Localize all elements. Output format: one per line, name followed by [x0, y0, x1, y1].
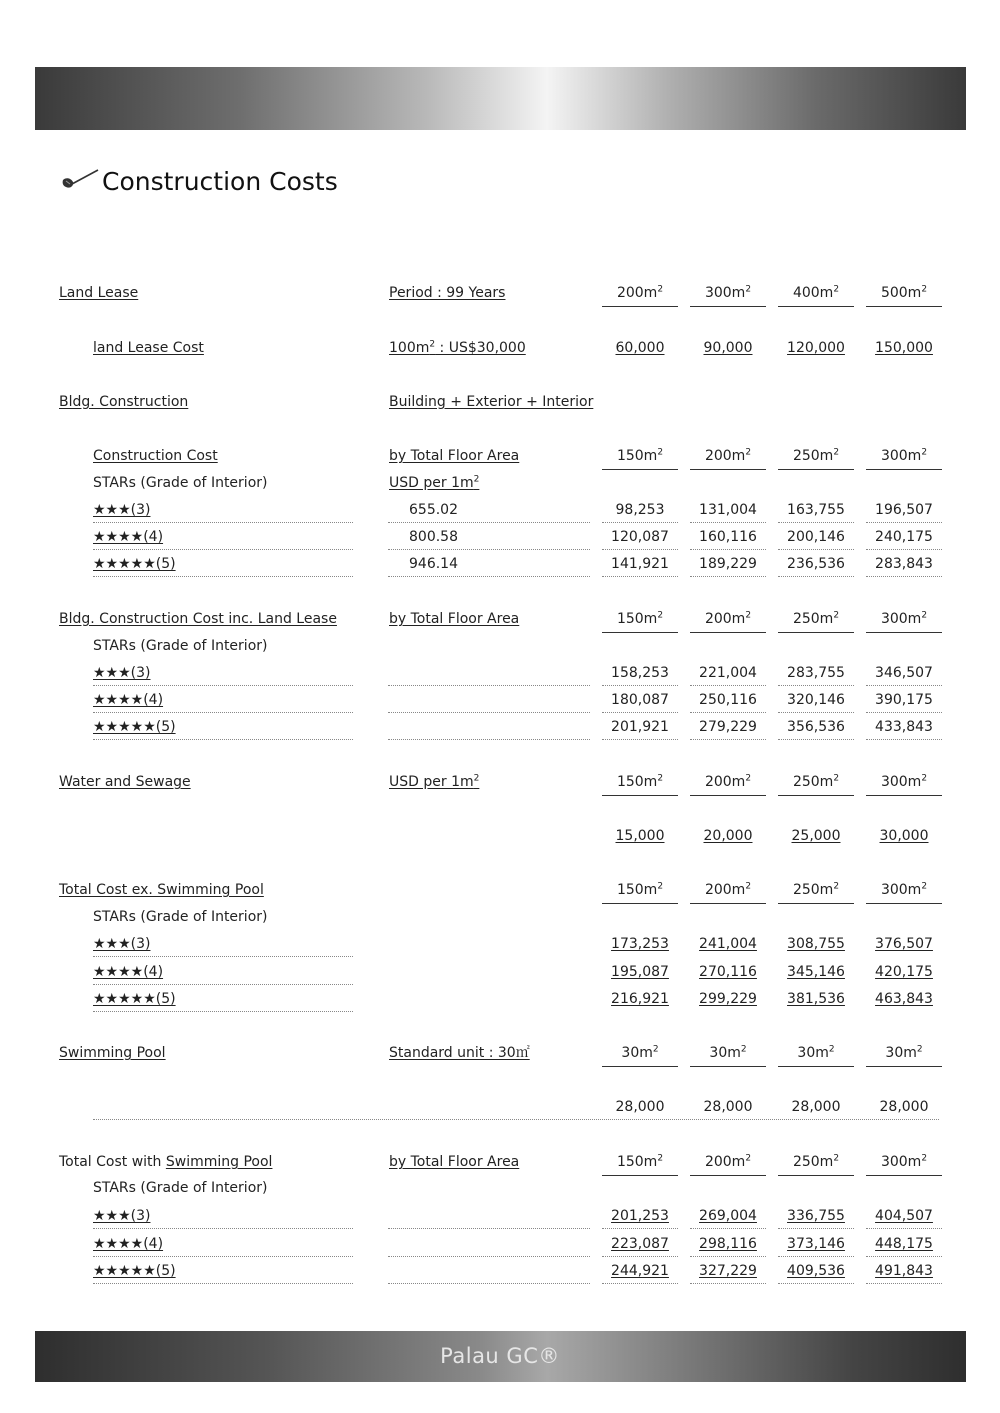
- land-lease-area-rule: [602, 306, 678, 307]
- pool-area-1: $30m^2$: [621, 1044, 659, 1061]
- construction-row-1-value-3: 163,755: [787, 502, 845, 518]
- construction-row-1-dotted-rule: [93, 522, 353, 523]
- construction-grade-3: ★★★★★(5): [93, 556, 176, 572]
- construction-by-area: by Total Floor Area: [389, 448, 520, 464]
- construction-rate-3: 946.14: [409, 556, 458, 572]
- total-with-pool-row-2-value-1: 223,087: [611, 1236, 669, 1252]
- construction-unit-label: USD per $1m^2$: [389, 474, 480, 491]
- bldg-lease-row-3-dotted-rule-4: [866, 739, 942, 740]
- construction-area-rule: [778, 469, 854, 470]
- land-lease-area-rule: [778, 306, 854, 307]
- total-with-pool-row-1-value-3: 336,755: [787, 1208, 845, 1224]
- bldg-lease-row-1-dotted-rule-1: [602, 685, 678, 686]
- footer-brand: Palau GC®: [440, 1344, 560, 1368]
- bldg-construction-label: Bldg. Construction: [59, 394, 189, 410]
- total-ex-pool-area-1: $150m^2$: [616, 881, 664, 898]
- total-with-pool-row-2-dotted-rule-mid: [388, 1256, 590, 1257]
- bldg-lease-row-3-dotted-rule-2: [690, 739, 766, 740]
- total-ex-pool-row-3-value-2: 299,229: [699, 991, 757, 1007]
- bldg-lease-row-1-value-4: 346,507: [875, 665, 933, 681]
- bldg-lease-row-2-dotted-rule-3: [778, 712, 854, 713]
- bldg-lease-row-3-value-1: 201,921: [611, 719, 669, 735]
- water-value-1: 15,000: [615, 828, 665, 844]
- water-area-1: $150m^2$: [616, 773, 664, 790]
- total-with-pool-row-2-value-2: 298,116: [699, 1236, 757, 1252]
- total-ex-pool-row-3-dotted-rule: [93, 1011, 353, 1012]
- bldg-lease-grade-2: ★★★★(4): [93, 692, 164, 708]
- land-lease-area-1: $200m^2$: [616, 284, 664, 301]
- bldg-lease-area-rule: [778, 632, 854, 633]
- water-value-2: 20,000: [703, 828, 753, 844]
- total-with-pool-grade-3: ★★★★★(5): [93, 1263, 176, 1279]
- pool-area-4: $30m^2$: [885, 1044, 923, 1061]
- bldg-lease-row-2-dotted-rule-4: [866, 712, 942, 713]
- bldg-lease-area-4: $300m^2$: [880, 610, 928, 627]
- land-lease-rate: $100m^2$ : US$30,000: [389, 339, 526, 356]
- water-area-rule: [602, 795, 678, 796]
- construction-area-3: $250m^2$: [792, 447, 840, 464]
- total-with-pool-row-2-dotted-rule-2: [690, 1256, 766, 1257]
- total-ex-pool-row-1-value-1: 173,253: [611, 936, 669, 952]
- total-ex-pool-label: Total Cost ex. Swimming Pool: [59, 882, 264, 898]
- construction-row-2-value-4: 240,175: [875, 529, 933, 545]
- land-lease-area-rule: [866, 306, 942, 307]
- total-ex-pool-stars-label: STARs (Grade of Interior): [93, 909, 268, 925]
- water-value-4: 30,000: [879, 828, 929, 844]
- total-with-pool-row-3-dotted-rule-3: [778, 1283, 854, 1284]
- construction-rate-2: 800.58: [409, 529, 458, 545]
- land-lease-area-4: $500m^2$: [880, 284, 928, 301]
- bldg-lease-area-3: $250m^2$: [792, 610, 840, 627]
- total-ex-pool-row-1-value-2: 241,004: [699, 936, 757, 952]
- bldg-lease-row-2-value-2: 250,116: [699, 692, 757, 708]
- total-ex-pool-grade-2: ★★★★(4): [93, 964, 164, 980]
- total-with-pool-row-3-value-2: 327,229: [699, 1263, 757, 1279]
- total-with-pool-row-2-dotted-rule-4: [866, 1256, 942, 1257]
- construction-row-1-value-1: 98,253: [615, 502, 665, 518]
- total-with-pool-row-2-dotted-rule-1: [602, 1256, 678, 1257]
- construction-area-rule: [866, 469, 942, 470]
- bldg-lease-area-2: $200m^2$: [704, 610, 752, 627]
- bldg-lease-row-3-dotted-rule-3: [778, 739, 854, 740]
- construction-row-3-dotted-rule-4: [866, 576, 942, 577]
- bldg-lease-row-1-dotted-rule: [93, 685, 353, 686]
- land-lease-area-2: $300m^2$: [704, 284, 752, 301]
- pool-area-rule: [690, 1066, 766, 1067]
- pool-value-4: 28,000: [879, 1099, 929, 1115]
- bldg-lease-row-3-value-4: 433,843: [875, 719, 933, 735]
- construction-row-1-dotted-rule-4: [866, 522, 942, 523]
- total-ex-pool-row-3-value-3: 381,536: [787, 991, 845, 1007]
- bldg-lease-by-area: by Total Floor Area: [389, 611, 520, 627]
- water-unit-label: USD per $1m^2$: [389, 773, 480, 790]
- total-with-pool-row-1-dotted-rule-1: [602, 1228, 678, 1229]
- total-with-pool-row-1-dotted-rule-2: [690, 1228, 766, 1229]
- construction-row-3-dotted-rule-1: [602, 576, 678, 577]
- bldg-lease-area-rule: [602, 632, 678, 633]
- total-with-pool-row-2-value-3: 373,146: [787, 1236, 845, 1252]
- total-with-pool-row-3-dotted-rule-2: [690, 1283, 766, 1284]
- pool-value-3: 28,000: [791, 1099, 841, 1115]
- construction-grade-1: ★★★(3): [93, 502, 151, 518]
- bldg-lease-row-1-value-2: 221,004: [699, 665, 757, 681]
- total-ex-pool-area-rule: [602, 903, 678, 904]
- land-lease-value-1: 60,000: [615, 340, 665, 356]
- total-with-pool-row-1-dotted-rule-mid: [388, 1228, 590, 1229]
- construction-row-3-value-3: 236,536: [787, 556, 845, 572]
- construction-row-3-dotted-rule-mid: [388, 576, 590, 577]
- total-with-pool-row-1-dotted-rule-4: [866, 1228, 942, 1229]
- total-with-pool-row-3-dotted-rule-1: [602, 1283, 678, 1284]
- bldg-lease-area-rule: [690, 632, 766, 633]
- land-lease-period: Period : 99 Years: [389, 285, 506, 301]
- bldg-lease-row-2-value-3: 320,146: [787, 692, 845, 708]
- construction-row-3-dotted-rule: [93, 576, 353, 577]
- total-with-pool-area-rule: [778, 1175, 854, 1176]
- total-with-pool-row-2-value-4: 448,175: [875, 1236, 933, 1252]
- total-with-pool-row-2-dotted-rule: [93, 1256, 353, 1257]
- total-ex-pool-area-3: $250m^2$: [792, 881, 840, 898]
- construction-row-3-value-2: 189,229: [699, 556, 757, 572]
- construction-grade-2: ★★★★(4): [93, 529, 164, 545]
- land-lease-cost-label: land Lease Cost: [93, 340, 204, 356]
- water-area-rule: [778, 795, 854, 796]
- total-with-pool-area-rule: [690, 1175, 766, 1176]
- bldg-lease-grade-3: ★★★★★(5): [93, 719, 176, 735]
- construction-row-2-dotted-rule-1: [602, 549, 678, 550]
- construction-row-2-value-3: 200,146: [787, 529, 845, 545]
- bldg-lease-row-2-dotted-rule-2: [690, 712, 766, 713]
- total-ex-pool-area-rule: [866, 903, 942, 904]
- total-with-pool-row-3-value-3: 409,536: [787, 1263, 845, 1279]
- construction-row-2-dotted-rule-3: [778, 549, 854, 550]
- total-with-pool-area-1: $150m^2$: [616, 1153, 664, 1170]
- bldg-lease-label: Bldg. Construction Cost inc. Land Lease: [59, 611, 337, 627]
- bldg-lease-area-rule: [866, 632, 942, 633]
- total-ex-pool-row-2-dotted-rule: [93, 984, 353, 985]
- construction-row-1-value-4: 196,507: [875, 502, 933, 518]
- water-area-3: $250m^2$: [792, 773, 840, 790]
- construction-row-2-value-1: 120,087: [611, 529, 669, 545]
- land-lease-label: Land Lease: [59, 285, 139, 301]
- total-ex-pool-row-1-value-4: 376,507: [875, 936, 933, 952]
- construction-row-1-dotted-rule-1: [602, 522, 678, 523]
- pool-area-3: $30m^2$: [797, 1044, 835, 1061]
- total-ex-pool-area-2: $200m^2$: [704, 881, 752, 898]
- total-ex-pool-grade-1: ★★★(3): [93, 936, 151, 952]
- construction-row-2-dotted-rule: [93, 549, 353, 550]
- pool-unit: Standard unit : 30㎡: [389, 1045, 530, 1061]
- construction-area-4: $300m^2$: [880, 447, 928, 464]
- water-area-4: $300m^2$: [880, 773, 928, 790]
- total-with-pool-area-rule: [866, 1175, 942, 1176]
- bldg-lease-row-1-value-3: 283,755: [787, 665, 845, 681]
- total-with-pool-area-4: $300m^2$: [880, 1153, 928, 1170]
- pool-value-1: 28,000: [615, 1099, 665, 1115]
- total-with-pool-area-2: $200m^2$: [704, 1153, 752, 1170]
- bldg-lease-row-2-dotted-rule-1: [602, 712, 678, 713]
- land-lease-value-4: 150,000: [875, 340, 933, 356]
- construction-stars-label: STARs (Grade of Interior): [93, 475, 268, 491]
- bldg-lease-row-3-value-3: 356,536: [787, 719, 845, 735]
- total-with-pool-stars-label: STARs (Grade of Interior): [93, 1180, 268, 1196]
- total-with-pool-grade-2: ★★★★(4): [93, 1236, 164, 1252]
- bldg-lease-area-1: $150m^2$: [616, 610, 664, 627]
- construction-row-2-dotted-rule-4: [866, 549, 942, 550]
- bldg-construction-desc: Building + Exterior + Interior: [389, 394, 594, 410]
- construction-row-2-dotted-rule-2: [690, 549, 766, 550]
- total-ex-pool-row-1-dotted-rule: [93, 956, 353, 957]
- total-with-pool-row-3-dotted-rule-4: [866, 1283, 942, 1284]
- construction-row-3-dotted-rule-2: [690, 576, 766, 577]
- total-ex-pool-area-4: $300m^2$: [880, 881, 928, 898]
- construction-row-1-value-2: 131,004: [699, 502, 757, 518]
- total-ex-pool-area-rule: [778, 903, 854, 904]
- total-ex-pool-row-3-value-1: 216,921: [611, 991, 669, 1007]
- pool-label: Swimming Pool: [59, 1045, 166, 1061]
- construction-cost-label: Construction Cost: [93, 448, 218, 464]
- total-with-pool-by-area: by Total Floor Area: [389, 1154, 520, 1170]
- water-area-rule: [866, 795, 942, 796]
- total-with-pool-area-3: $250m^2$: [792, 1153, 840, 1170]
- total-with-pool-row-1-value-4: 404,507: [875, 1208, 933, 1224]
- total-with-pool-row-3-dotted-rule: [93, 1283, 353, 1284]
- pool-area-rule: [866, 1066, 942, 1067]
- total-ex-pool-grade-3: ★★★★★(5): [93, 991, 176, 1007]
- land-lease-value-2: 90,000: [703, 340, 753, 356]
- total-ex-pool-area-rule: [690, 903, 766, 904]
- bldg-lease-row-3-dotted-rule-1: [602, 739, 678, 740]
- total-with-pool-row-3-dotted-rule-mid: [388, 1283, 590, 1284]
- total-with-pool-row-2-dotted-rule-3: [778, 1256, 854, 1257]
- construction-row-2-dotted-rule-mid: [388, 549, 590, 550]
- bldg-lease-row-3-value-2: 279,229: [699, 719, 757, 735]
- water-area-rule: [690, 795, 766, 796]
- land-lease-area-rule: [690, 306, 766, 307]
- total-with-pool-row-1-value-2: 269,004: [699, 1208, 757, 1224]
- bldg-lease-row-1-dotted-rule-2: [690, 685, 766, 686]
- bldg-lease-row-3-dotted-rule: [93, 739, 353, 740]
- bldg-lease-grade-1: ★★★(3): [93, 665, 151, 681]
- pool-value-2: 28,000: [703, 1099, 753, 1115]
- total-ex-pool-row-1-value-3: 308,755: [787, 936, 845, 952]
- land-lease-area-3: $400m^2$: [792, 284, 840, 301]
- total-ex-pool-row-2-value-1: 195,087: [611, 964, 669, 980]
- total-ex-pool-row-2-value-3: 345,146: [787, 964, 845, 980]
- construction-row-1-dotted-rule-mid: [388, 522, 590, 523]
- total-ex-pool-row-3-value-4: 463,843: [875, 991, 933, 1007]
- construction-area-rule: [602, 469, 678, 470]
- water-value-3: 25,000: [791, 828, 841, 844]
- construction-row-1-dotted-rule-3: [778, 522, 854, 523]
- bldg-lease-row-1-dotted-rule-mid: [388, 685, 590, 686]
- total-with-pool-row-1-value-1: 201,253: [611, 1208, 669, 1224]
- total-with-pool-row-1-dotted-rule: [93, 1228, 353, 1229]
- total-ex-pool-row-2-value-2: 270,116: [699, 964, 757, 980]
- bldg-lease-row-1-value-1: 158,253: [611, 665, 669, 681]
- total-with-pool-label: Total Cost with Swimming Pool: [59, 1154, 273, 1170]
- bldg-lease-row-1-dotted-rule-3: [778, 685, 854, 686]
- construction-row-2-value-2: 160,116: [699, 529, 757, 545]
- total-with-pool-label-pool: Swimming Pool: [165, 1154, 273, 1170]
- land-lease-value-3: 120,000: [787, 340, 845, 356]
- bldg-lease-row-2-dotted-rule: [93, 712, 353, 713]
- bldg-lease-row-2-value-1: 180,087: [611, 692, 669, 708]
- total-with-pool-grade-1: ★★★(3): [93, 1208, 151, 1224]
- construction-area-2: $200m^2$: [704, 447, 752, 464]
- water-label: Water and Sewage: [59, 774, 191, 790]
- construction-row-1-dotted-rule-2: [690, 522, 766, 523]
- total-with-pool-row-3-value-4: 491,843: [875, 1263, 933, 1279]
- pool-area-2: $30m^2$: [709, 1044, 747, 1061]
- bldg-lease-row-3-dotted-rule-mid: [388, 739, 590, 740]
- pool-area-rule: [602, 1066, 678, 1067]
- construction-rate-1: 655.02: [409, 502, 458, 518]
- construction-area-1: $150m^2$: [616, 447, 664, 464]
- bldg-lease-row-2-dotted-rule-mid: [388, 712, 590, 713]
- total-with-pool-area-rule: [602, 1175, 678, 1176]
- page-title: Construction Costs: [102, 166, 338, 196]
- construction-row-3-value-4: 283,843: [875, 556, 933, 572]
- total-with-pool-row-1-dotted-rule-3: [778, 1228, 854, 1229]
- bldg-lease-stars-label: STARs (Grade of Interior): [93, 638, 268, 654]
- total-ex-pool-row-2-value-4: 420,175: [875, 964, 933, 980]
- bldg-lease-row-1-dotted-rule-4: [866, 685, 942, 686]
- construction-row-3-dotted-rule-3: [778, 576, 854, 577]
- pool-dotted-rule: [93, 1119, 939, 1120]
- pool-area-rule: [778, 1066, 854, 1067]
- bldg-lease-row-2-value-4: 390,175: [875, 692, 933, 708]
- construction-row-3-value-1: 141,921: [611, 556, 669, 572]
- total-with-pool-row-3-value-1: 244,921: [611, 1263, 669, 1279]
- construction-area-rule: [690, 469, 766, 470]
- water-area-2: $200m^2$: [704, 773, 752, 790]
